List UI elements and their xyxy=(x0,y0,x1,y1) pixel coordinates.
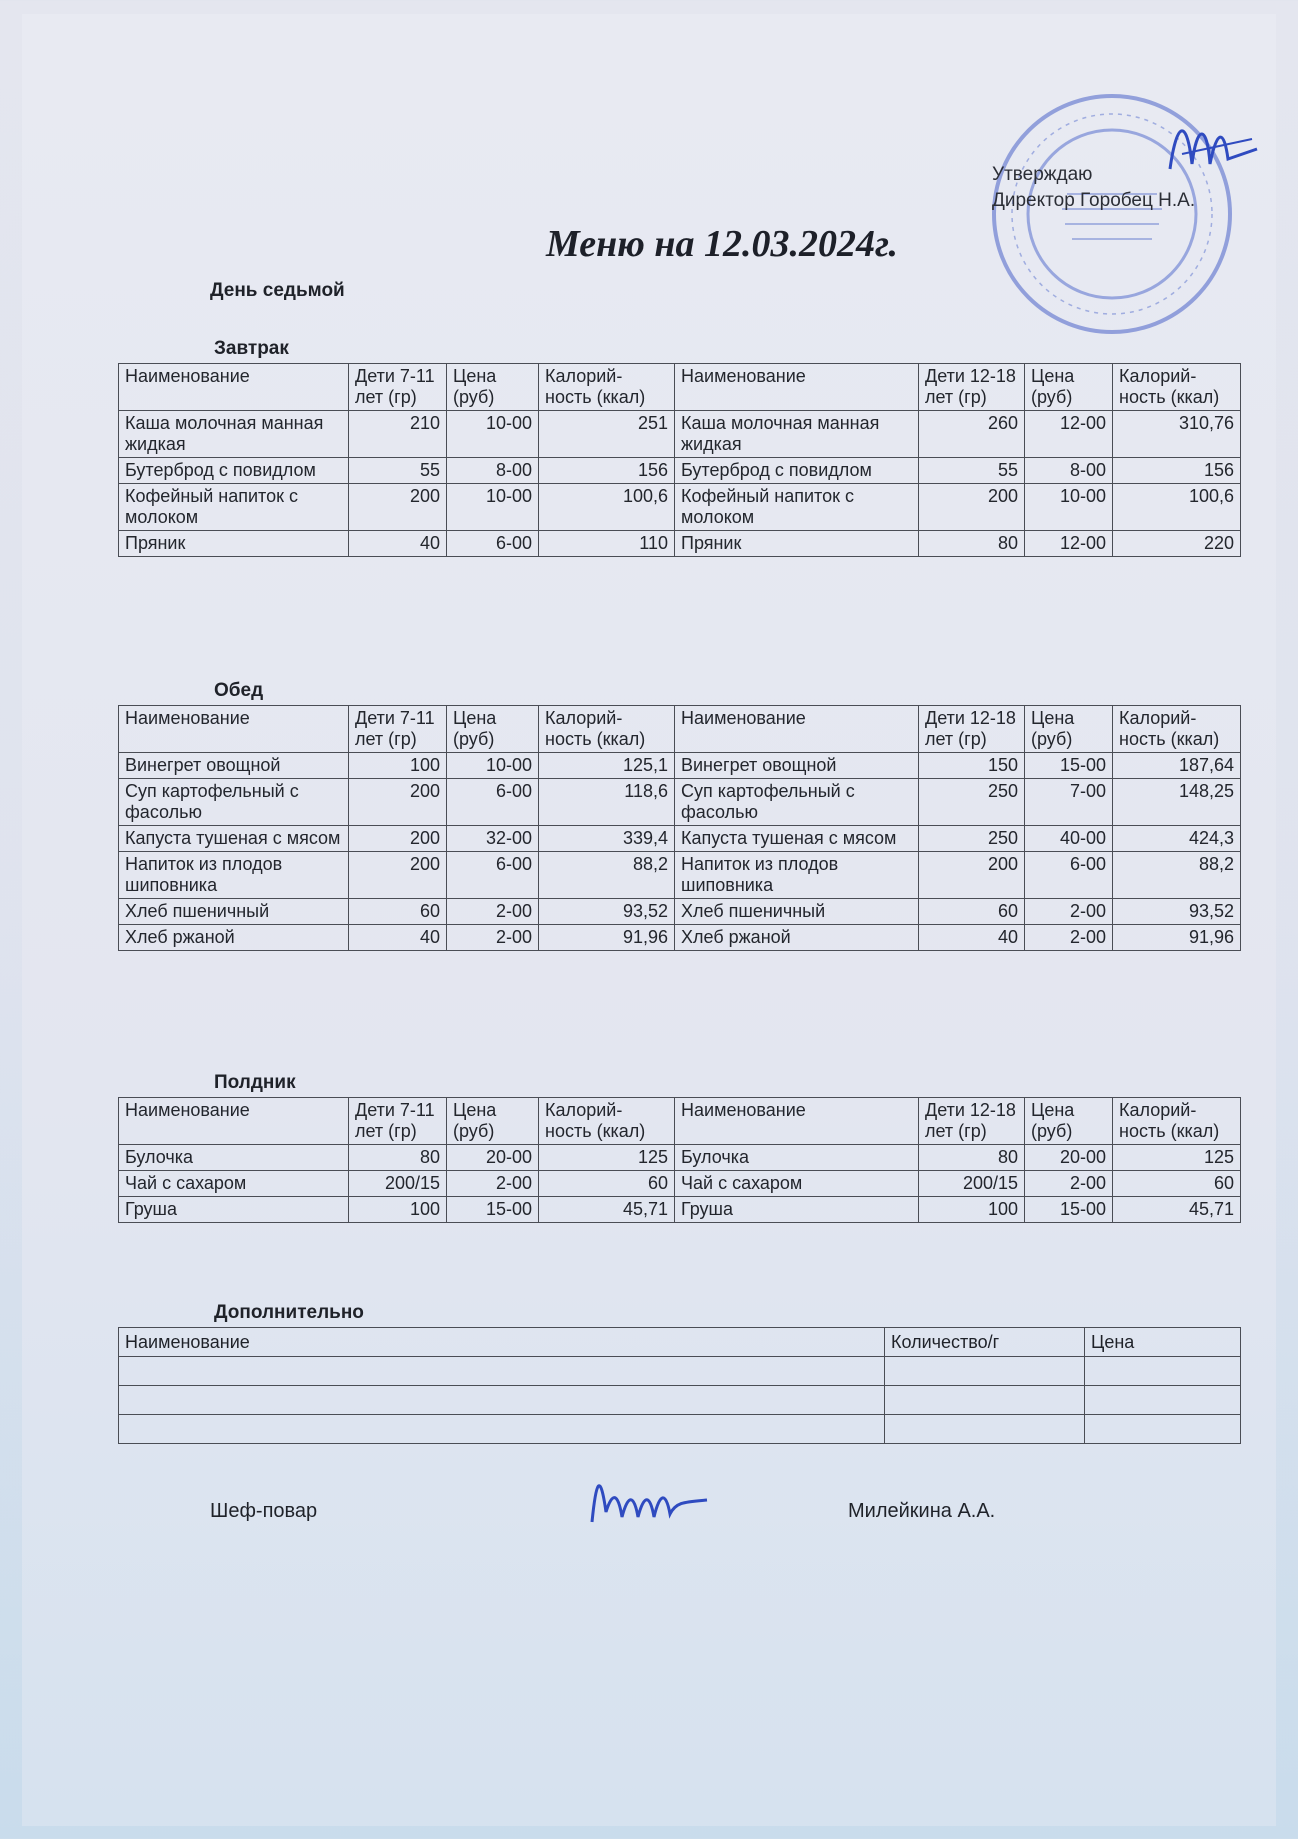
dish-name-cell: Напиток из плодов шиповника xyxy=(119,852,349,899)
value-cell: 150 xyxy=(919,753,1025,779)
value-cell: 250 xyxy=(919,779,1025,826)
column-header: Калорий-ность (ккал) xyxy=(1113,364,1241,411)
dish-name-cell: Винегрет овощной xyxy=(119,753,349,779)
table-header-row xyxy=(119,364,1241,411)
column-header: Цена (руб) xyxy=(1025,364,1113,411)
dish-name-cell: Пряник xyxy=(119,531,349,557)
dish-name-cell: Пряник xyxy=(675,531,919,557)
value-cell: 8-00 xyxy=(447,458,539,484)
extra-table xyxy=(118,1327,1241,1444)
dish-name-cell: Груша xyxy=(675,1197,919,1223)
dish-name-cell: Хлеб ржаной xyxy=(119,925,349,951)
dish-name-cell: Хлеб пшеничный xyxy=(119,899,349,925)
extra-empty-cell xyxy=(119,1357,885,1386)
value-cell: 100 xyxy=(919,1197,1025,1223)
table-row xyxy=(119,458,1241,484)
dish-name-cell: Бутерброд с повидлом xyxy=(675,458,919,484)
value-cell: 110 xyxy=(539,531,675,557)
table-row xyxy=(119,411,1241,458)
extra-empty-row xyxy=(119,1386,1241,1415)
value-cell: 125 xyxy=(539,1145,675,1171)
chef-role: Шеф-повар xyxy=(210,1500,318,1522)
value-cell: 45,71 xyxy=(1113,1197,1241,1223)
table-header-row xyxy=(119,1098,1241,1145)
approval-line-2: Директор Горобец Н.А. xyxy=(992,190,1196,211)
day-label: День седьмой xyxy=(210,280,345,301)
page-title: Меню на 12.03.2024г. xyxy=(545,223,899,265)
extra-header-row xyxy=(119,1328,1241,1357)
value-cell: 156 xyxy=(539,458,675,484)
table-row xyxy=(119,531,1241,557)
approval-block xyxy=(992,162,1195,214)
value-cell: 100,6 xyxy=(539,484,675,531)
dish-name-cell: Капуста тушеная с мясом xyxy=(675,826,919,852)
dish-name-cell: Груша xyxy=(119,1197,349,1223)
dish-name-cell: Каша молочная манная жидкая xyxy=(675,411,919,458)
dish-name-cell: Капуста тушеная с мясом xyxy=(119,826,349,852)
value-cell: 10-00 xyxy=(447,411,539,458)
approval-line-1: Утверждаю xyxy=(992,164,1093,185)
value-cell: 12-00 xyxy=(1025,531,1113,557)
table-row xyxy=(119,1145,1241,1171)
column-header: Калорий-ность (ккал) xyxy=(1113,1098,1241,1145)
column-header: Цена (руб) xyxy=(447,706,539,753)
value-cell: 200 xyxy=(349,779,447,826)
value-cell: 310,76 xyxy=(1113,411,1241,458)
value-cell: 250 xyxy=(919,826,1025,852)
extra-empty-cell xyxy=(885,1415,1085,1444)
value-cell: 93,52 xyxy=(539,899,675,925)
value-cell: 12-00 xyxy=(1025,411,1113,458)
dish-name-cell: Бутерброд с повидлом xyxy=(119,458,349,484)
value-cell: 156 xyxy=(1113,458,1241,484)
value-cell: 200/15 xyxy=(349,1171,447,1197)
extra-header-price: Цена xyxy=(1085,1328,1241,1357)
section-label: Полдник xyxy=(214,1072,296,1093)
column-header: Наименование xyxy=(675,706,919,753)
extra-empty-cell xyxy=(1085,1386,1241,1415)
value-cell: 40 xyxy=(919,925,1025,951)
column-header: Калорий-ность (ккал) xyxy=(539,364,675,411)
value-cell: 10-00 xyxy=(447,753,539,779)
extra-empty-cell xyxy=(1085,1357,1241,1386)
table-header-row xyxy=(119,706,1241,753)
column-header: Дети 12-18 лет (гр) xyxy=(919,364,1025,411)
table-row xyxy=(119,852,1241,899)
section-label: Завтрак xyxy=(214,338,289,359)
column-header: Цена (руб) xyxy=(447,1098,539,1145)
column-header: Дети 7-11 лет (гр) xyxy=(349,364,447,411)
value-cell: 200 xyxy=(919,484,1025,531)
value-cell: 60 xyxy=(919,899,1025,925)
value-cell: 6-00 xyxy=(447,852,539,899)
value-cell: 200 xyxy=(349,852,447,899)
table-row xyxy=(119,1197,1241,1223)
dish-name-cell: Хлеб пшеничный xyxy=(675,899,919,925)
value-cell: 187,64 xyxy=(1113,753,1241,779)
value-cell: 80 xyxy=(919,531,1025,557)
extra-empty-cell xyxy=(119,1415,885,1444)
value-cell: 88,2 xyxy=(539,852,675,899)
dish-name-cell: Суп картофельный с фасолью xyxy=(119,779,349,826)
table-row xyxy=(119,779,1241,826)
value-cell: 7-00 xyxy=(1025,779,1113,826)
menu-table xyxy=(118,1097,1241,1223)
value-cell: 40 xyxy=(349,531,447,557)
dish-name-cell: Хлеб ржаной xyxy=(675,925,919,951)
table-row xyxy=(119,925,1241,951)
table-row xyxy=(119,484,1241,531)
column-header: Дети 7-11 лет (гр) xyxy=(349,1098,447,1145)
dish-name-cell: Каша молочная манная жидкая xyxy=(119,411,349,458)
table-row xyxy=(119,753,1241,779)
column-header: Наименование xyxy=(119,706,349,753)
menu-table xyxy=(118,705,1241,951)
value-cell: 8-00 xyxy=(1025,458,1113,484)
value-cell: 15-00 xyxy=(1025,1197,1113,1223)
dish-name-cell: Напиток из плодов шиповника xyxy=(675,852,919,899)
value-cell: 55 xyxy=(349,458,447,484)
column-header: Дети 12-18 лет (гр) xyxy=(919,706,1025,753)
value-cell: 200 xyxy=(919,852,1025,899)
table-row xyxy=(119,899,1241,925)
dish-name-cell: Кофейный напиток с молоком xyxy=(675,484,919,531)
value-cell: 100 xyxy=(349,1197,447,1223)
value-cell: 20-00 xyxy=(447,1145,539,1171)
column-header: Наименование xyxy=(119,1098,349,1145)
value-cell: 6-00 xyxy=(447,779,539,826)
column-header: Дети 12-18 лет (гр) xyxy=(919,1098,1025,1145)
value-cell: 93,52 xyxy=(1113,899,1241,925)
value-cell: 260 xyxy=(919,411,1025,458)
value-cell: 10-00 xyxy=(447,484,539,531)
value-cell: 60 xyxy=(539,1171,675,1197)
value-cell: 60 xyxy=(349,899,447,925)
dish-name-cell: Чай с сахаром xyxy=(675,1171,919,1197)
value-cell: 80 xyxy=(919,1145,1025,1171)
column-header: Дети 7-11 лет (гр) xyxy=(349,706,447,753)
dish-name-cell: Чай с сахаром xyxy=(119,1171,349,1197)
value-cell: 60 xyxy=(1113,1171,1241,1197)
value-cell: 20-00 xyxy=(1025,1145,1113,1171)
column-header: Калорий-ность (ккал) xyxy=(539,706,675,753)
dish-name-cell: Булочка xyxy=(675,1145,919,1171)
table-row xyxy=(119,1171,1241,1197)
dish-name-cell: Булочка xyxy=(119,1145,349,1171)
value-cell: 2-00 xyxy=(1025,1171,1113,1197)
value-cell: 32-00 xyxy=(447,826,539,852)
value-cell: 424,3 xyxy=(1113,826,1241,852)
section-label: Обед xyxy=(214,680,264,701)
chef-name: Милейкина А.А. xyxy=(848,1500,996,1522)
value-cell: 45,71 xyxy=(539,1197,675,1223)
value-cell: 40 xyxy=(349,925,447,951)
extra-header-name: Наименование xyxy=(119,1328,885,1357)
dish-name-cell: Суп картофельный с фасолью xyxy=(675,779,919,826)
value-cell: 200 xyxy=(349,826,447,852)
value-cell: 88,2 xyxy=(1113,852,1241,899)
column-header: Наименование xyxy=(675,364,919,411)
value-cell: 2-00 xyxy=(1025,899,1113,925)
value-cell: 118,6 xyxy=(539,779,675,826)
dish-name-cell: Винегрет овощной xyxy=(675,753,919,779)
value-cell: 125,1 xyxy=(539,753,675,779)
menu-sheet xyxy=(22,14,1276,1826)
extra-empty-row xyxy=(119,1415,1241,1444)
value-cell: 91,96 xyxy=(1113,925,1241,951)
extra-empty-cell xyxy=(885,1386,1085,1415)
value-cell: 10-00 xyxy=(1025,484,1113,531)
value-cell: 125 xyxy=(1113,1145,1241,1171)
column-header: Цена (руб) xyxy=(1025,1098,1113,1145)
value-cell: 40-00 xyxy=(1025,826,1113,852)
value-cell: 210 xyxy=(349,411,447,458)
column-header: Цена (руб) xyxy=(1025,706,1113,753)
value-cell: 6-00 xyxy=(1025,852,1113,899)
value-cell: 339,4 xyxy=(539,826,675,852)
column-header: Калорий-ность (ккал) xyxy=(1113,706,1241,753)
column-header: Цена (руб) xyxy=(447,364,539,411)
dish-name-cell: Кофейный напиток с молоком xyxy=(119,484,349,531)
value-cell: 91,96 xyxy=(539,925,675,951)
value-cell: 15-00 xyxy=(447,1197,539,1223)
column-header: Наименование xyxy=(119,364,349,411)
value-cell: 2-00 xyxy=(447,899,539,925)
value-cell: 55 xyxy=(919,458,1025,484)
extra-empty-row xyxy=(119,1357,1241,1386)
value-cell: 2-00 xyxy=(447,1171,539,1197)
value-cell: 148,25 xyxy=(1113,779,1241,826)
value-cell: 80 xyxy=(349,1145,447,1171)
value-cell: 200/15 xyxy=(919,1171,1025,1197)
menu-table xyxy=(118,363,1241,557)
chef-signature-icon xyxy=(582,1462,712,1532)
column-header: Наименование xyxy=(675,1098,919,1145)
value-cell: 100,6 xyxy=(1113,484,1241,531)
extra-empty-cell xyxy=(1085,1415,1241,1444)
value-cell: 200 xyxy=(349,484,447,531)
value-cell: 251 xyxy=(539,411,675,458)
value-cell: 2-00 xyxy=(1025,925,1113,951)
value-cell: 6-00 xyxy=(447,531,539,557)
extra-section-label: Дополнительно xyxy=(214,1302,364,1323)
table-row xyxy=(119,826,1241,852)
value-cell: 2-00 xyxy=(447,925,539,951)
value-cell: 220 xyxy=(1113,531,1241,557)
value-cell: 15-00 xyxy=(1025,753,1113,779)
extra-empty-cell xyxy=(885,1357,1085,1386)
extra-empty-cell xyxy=(119,1386,885,1415)
column-header: Калорий-ность (ккал) xyxy=(539,1098,675,1145)
extra-header-quantity: Количество/г xyxy=(885,1328,1085,1357)
value-cell: 100 xyxy=(349,753,447,779)
